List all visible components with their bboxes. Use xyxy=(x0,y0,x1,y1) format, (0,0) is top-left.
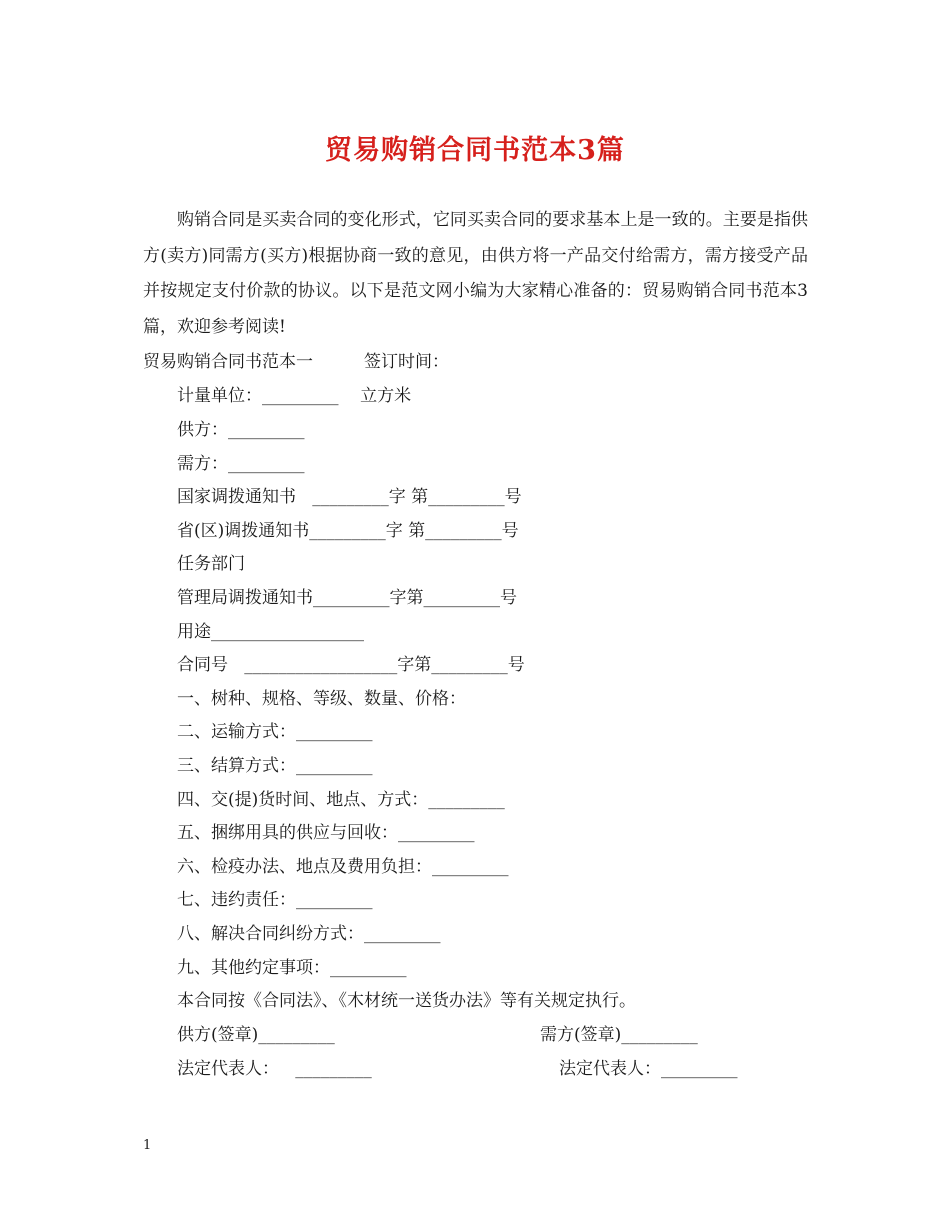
contract-clause: 八、解决合同纠纷方式：_________ xyxy=(177,924,441,944)
contract-clause: 二、运输方式：_________ xyxy=(177,722,373,742)
contract-clause: 六、检疫办法、地点及费用负担：_________ xyxy=(177,857,509,877)
document-title: 贸易购销合同书范本3篇 xyxy=(325,135,625,166)
contract-clause: 九、其他约定事项：_________ xyxy=(177,958,407,978)
section-heading: 贸易购销合同书范本一 xyxy=(143,352,313,372)
contract-clause: 五、捆绑用具的供应与回收：_________ xyxy=(177,823,475,843)
contract-line: 省(区)调拨通知书_________字 第_________号 xyxy=(177,521,519,541)
page-number: 1 xyxy=(143,1138,152,1153)
contract-clause: 七、违约责任：_________ xyxy=(177,890,373,910)
contract-clause: 一、树种、规格、等级、数量、价格： xyxy=(177,689,466,709)
intro-paragraph: 购销合同是买卖合同的变化形式，它同买卖合同的要求基本上是一致的。主要是指供方(卖方)同需方(买方)根据协商一致的意见，由供方将一产品交付给需方，需方接受产品并按规定支付价款的协议。以下是范文网小编为大家精心准备的：贸易购销合同书范本3篇，欢迎参考阅读! xyxy=(143,210,808,337)
contract-line: 用途__________________ xyxy=(177,622,364,642)
contract-line: 计量单位：_________ 立方米 xyxy=(177,386,412,406)
contract-line: 管理局调拨通知书_________字第_________号 xyxy=(177,588,517,608)
contract-line: 任务部门 xyxy=(177,554,245,574)
contract-line: 合同号 __________________字第_________号 xyxy=(177,655,525,675)
supplier-seal: 供方(签章)_________ xyxy=(177,1025,335,1045)
contract-line: 供方：_________ xyxy=(177,420,305,440)
contract-line: 需方：_________ xyxy=(177,454,305,474)
contract-clause: 本合同按《合同法》、《木材统一送货办法》等有关规定执行。 xyxy=(177,991,636,1011)
buyer-seal: 需方(签章)_________ xyxy=(540,1025,698,1045)
contract-clause: 三、结算方式：_________ xyxy=(177,756,373,776)
supplier-representative: 法定代表人： _________ xyxy=(177,1059,372,1079)
contract-clause: 四、交(提)货时间、地点、方式：_________ xyxy=(177,790,505,810)
signing-time-label: 签订时间： xyxy=(364,352,449,372)
contract-line: 国家调拨通知书 _________字 第_________号 xyxy=(177,487,522,507)
buyer-representative: 法定代表人：_________ xyxy=(559,1059,738,1079)
